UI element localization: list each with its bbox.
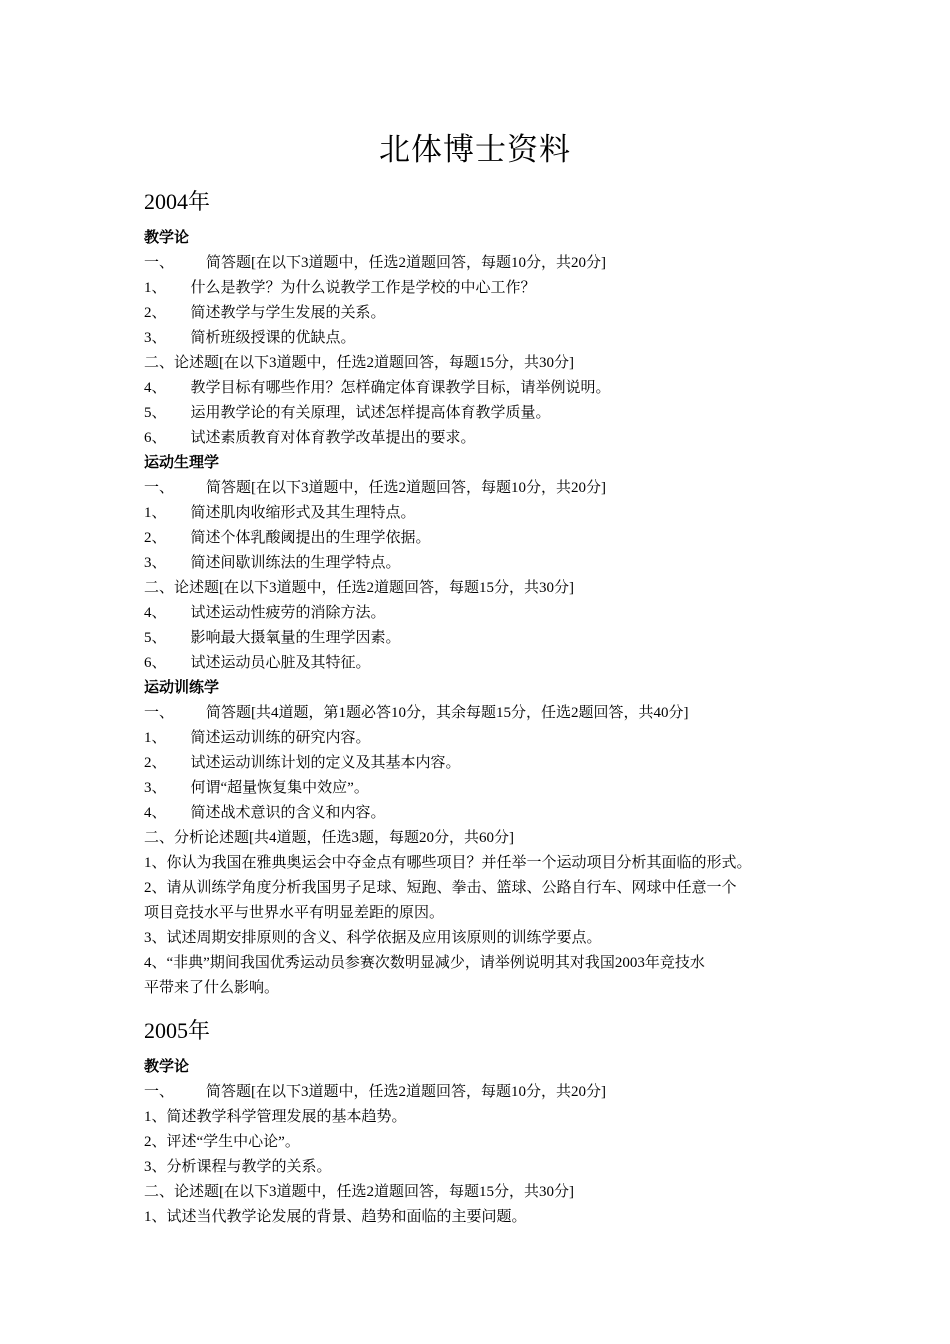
question-item: 2、评述“学生中心论”。 <box>144 1134 300 1150</box>
section-text: 简答题[共4道题，第1题必答10分，其余每题15分，任选2题回答，共40分] <box>206 705 689 721</box>
question-number: 3、 <box>144 780 167 796</box>
question-item <box>144 651 834 676</box>
question-item <box>144 626 834 651</box>
question-item <box>144 376 834 401</box>
section-text: 简答题[在以下3道题中，任选2道题回答，每题10分，共20分] <box>206 480 607 496</box>
section-number: 一、 <box>144 705 175 721</box>
subject-heading-physiology-2004: 运动生理学 <box>144 455 220 471</box>
question-number: 2、 <box>144 755 167 771</box>
question-text: 简述教学与学生发展的关系。 <box>190 305 386 321</box>
question-item <box>144 426 834 451</box>
analysis-question-line2: 项目竞技水平与世界水平有明显差距的原因。 <box>144 905 445 921</box>
question-item <box>144 551 834 576</box>
question-item: 3、分析课程与教学的关系。 <box>144 1159 332 1175</box>
question-text: 试述运动员心脏及其特征。 <box>190 655 371 671</box>
section-number: 一、 <box>144 480 175 496</box>
question-text: 简述个体乳酸阈提出的生理学依据。 <box>190 530 431 546</box>
analysis-question-line1: 4、“非典”期间我国优秀运动员参赛次数明显减少，请举例说明其对我国2003年竞技水 <box>144 955 705 971</box>
question-number: 4、 <box>144 380 167 396</box>
question-text: 影响最大摄氧量的生理学因素。 <box>190 630 401 646</box>
document-body <box>144 182 834 1230</box>
question-number: 3、 <box>144 330 167 346</box>
question-item <box>144 301 834 326</box>
question-item <box>144 326 834 351</box>
question-item <box>144 776 834 801</box>
question-text: 简析班级授课的优缺点。 <box>190 330 356 346</box>
question-number: 5、 <box>144 630 167 646</box>
question-text: 什么是教学？为什么说教学工作是学校的中心工作？ <box>190 280 536 296</box>
question-number: 6、 <box>144 430 167 446</box>
question-text: 试述运动性疲劳的消除方法。 <box>190 605 386 621</box>
section-text: 二、论述题[在以下3道题中，任选2道题回答，每题15分，共30分] <box>144 1184 574 1200</box>
question-number: 1、 <box>144 505 167 521</box>
question-number: 4、 <box>144 605 167 621</box>
question-number: 6、 <box>144 655 167 671</box>
analysis-question-line1: 2、请从训练学角度分析我国男子足球、短跑、拳击、篮球、公路自行车、网球中任意一个 <box>144 880 737 896</box>
section-text: 简答题[在以下3道题中，任选2道题回答，每题10分，共20分] <box>206 255 607 271</box>
section-short-answer <box>144 701 834 726</box>
section-text: 简答题[在以下3道题中，任选2道题回答，每题10分，共20分] <box>206 1084 607 1100</box>
question-item <box>144 751 834 776</box>
section-number: 一、 <box>144 1084 175 1100</box>
document-title: 北体博士资料 <box>379 132 571 168</box>
question-text: 简述肌肉收缩形式及其生理特点。 <box>190 505 416 521</box>
section-short-answer <box>144 251 834 276</box>
question-text: 简述战术意识的含义和内容。 <box>190 805 386 821</box>
subject-heading-teaching-2005: 教学论 <box>144 1059 190 1075</box>
question-number: 2、 <box>144 305 167 321</box>
question-text: 何谓“超量恢复集中效应”。 <box>190 780 369 796</box>
question-text: 简述间歇训练法的生理学特点。 <box>190 555 401 571</box>
section-short-answer <box>144 476 834 501</box>
question-item <box>144 726 834 751</box>
question-item <box>144 401 834 426</box>
question-item: 1、试述当代教学论发展的背景、趋势和面临的主要问题。 <box>144 1209 527 1225</box>
question-number: 1、 <box>144 280 167 296</box>
question-number: 4、 <box>144 805 167 821</box>
subject-heading-teaching-2004: 教学论 <box>144 230 190 246</box>
analysis-question: 1、你认为我国在雅典奥运会中夺金点有哪些项目？并任举一个运动项目分析其面临的形式。 <box>144 855 752 871</box>
question-text: 运用教学论的有关原理，试述怎样提高体育教学质量。 <box>190 405 551 421</box>
year-heading-2005: 2005年 <box>144 1018 211 1043</box>
question-number: 2、 <box>144 530 167 546</box>
section-analysis-essay: 二、分析论述题[共4道题，任选3题，每题20分，共60分] <box>144 830 514 846</box>
question-item <box>144 276 834 301</box>
section-number: 一、 <box>144 255 175 271</box>
question-item <box>144 601 834 626</box>
question-number: 1、 <box>144 730 167 746</box>
analysis-question-line2: 平带来了什么影响。 <box>144 980 280 996</box>
question-text: 简述运动训练的研究内容。 <box>190 730 371 746</box>
question-item: 1、简述教学科学管理发展的基本趋势。 <box>144 1109 407 1125</box>
analysis-question: 3、试述周期安排原则的含义、科学依据及应用该原则的训练学要点。 <box>144 930 602 946</box>
question-item <box>144 526 834 551</box>
question-number: 3、 <box>144 555 167 571</box>
question-number: 5、 <box>144 405 167 421</box>
question-item <box>144 501 834 526</box>
section-essay: 二、论述题[在以下3道题中，任选2道题回答，每题15分，共30分] <box>144 355 574 371</box>
section-essay: 二、论述题[在以下3道题中，任选2道题回答，每题15分，共30分] <box>144 580 574 596</box>
year-heading-2004: 2004年 <box>144 189 211 214</box>
question-text: 试述素质教育对体育教学改革提出的要求。 <box>190 430 476 446</box>
subject-heading-training-2004: 运动训练学 <box>144 680 220 696</box>
section-short-answer <box>144 1080 834 1105</box>
question-item <box>144 801 834 826</box>
section-essay <box>144 1180 834 1205</box>
question-text: 教学目标有哪些作用？怎样确定体育课教学目标，请举例说明。 <box>190 380 611 396</box>
question-text: 试述运动训练计划的定义及其基本内容。 <box>190 755 461 771</box>
